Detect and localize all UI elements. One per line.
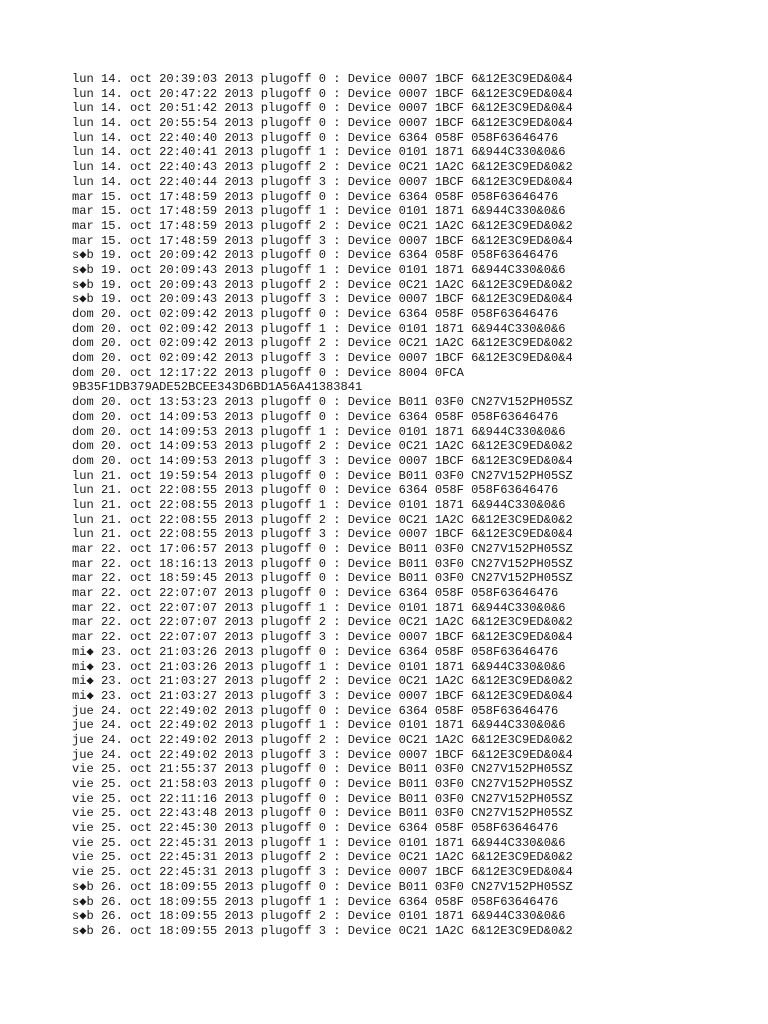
log-line: lun 14. oct 22:40:41 2013 plugoff 1 : Device 0101 1871 6&944C330&0&6: [72, 145, 566, 160]
log-line: dom 20. oct 14:09:53 2013 plugoff 3 : Device 0007 1BCF 6&12E3C9ED&0&4: [72, 453, 573, 468]
log-text-block: [72, 72, 573, 939]
log-line: s◆b 19. oct 20:09:43 2013 plugoff 3 : Device 0007 1BCF 6&12E3C9ED&0&4: [72, 292, 573, 307]
log-line: s◆b 26. oct 18:09:55 2013 plugoff 3 : Device 0C21 1A2C 6&12E3C9ED&0&2: [72, 923, 573, 938]
log-line: lun 14. oct 20:47:22 2013 plugoff 0 : Device 0007 1BCF 6&12E3C9ED&0&4: [72, 86, 573, 101]
log-line: s◆b 26. oct 18:09:55 2013 plugoff 1 : Device 6364 058F 058F63646476: [72, 894, 559, 909]
log-line: lun 21. oct 22:08:55 2013 plugoff 3 : Device 0007 1BCF 6&12E3C9ED&0&4: [72, 527, 573, 542]
log-line: dom 20. oct 14:09:53 2013 plugoff 2 : Device 0C21 1A2C 6&12E3C9ED&0&2: [72, 439, 573, 454]
log-line: mar 15. oct 17:48:59 2013 plugoff 1 : Device 0101 1871 6&944C330&0&6: [72, 204, 566, 219]
log-line: lun 21. oct 22:08:55 2013 plugoff 0 : Device 6364 058F 058F63646476: [72, 483, 559, 498]
log-line: dom 20. oct 02:09:42 2013 plugoff 3 : Device 0007 1BCF 6&12E3C9ED&0&4: [72, 351, 573, 366]
log-line: vie 25. oct 22:11:16 2013 plugoff 0 : Device B011 03F0 CN27V152PH05SZ: [72, 791, 573, 806]
log-line: s◆b 26. oct 18:09:55 2013 plugoff 0 : Device B011 03F0 CN27V152PH05SZ: [72, 879, 573, 894]
log-line: vie 25. oct 22:45:31 2013 plugoff 3 : Device 0007 1BCF 6&12E3C9ED&0&4: [72, 865, 573, 880]
log-line: lun 14. oct 22:40:40 2013 plugoff 0 : Device 6364 058F 058F63646476: [72, 130, 559, 145]
log-line: dom 20. oct 02:09:42 2013 plugoff 0 : Device 6364 058F 058F63646476: [72, 307, 559, 321]
log-line: mar 15. oct 17:48:59 2013 plugoff 0 : Device 6364 058F 058F63646476: [72, 189, 559, 204]
log-line: vie 25. oct 21:58:03 2013 plugoff 0 : Device B011 03F0 CN27V152PH05SZ: [72, 777, 573, 791]
log-line: lun 14. oct 22:40:44 2013 plugoff 3 : Device 0007 1BCF 6&12E3C9ED&0&4: [72, 174, 573, 189]
log-line: mi◆ 23. oct 21:03:27 2013 plugoff 2 : Device 0C21 1A2C 6&12E3C9ED&0&2: [72, 674, 573, 689]
log-line: lun 14. oct 20:51:42 2013 plugoff 0 : Device 0007 1BCF 6&12E3C9ED&0&4: [72, 101, 573, 116]
log-line: mar 22. oct 18:59:45 2013 plugoff 0 : Device B011 03F0 CN27V152PH05SZ: [72, 571, 573, 586]
log-line: dom 20. oct 13:53:23 2013 plugoff 0 : Device B011 03F0 CN27V152PH05SZ: [72, 395, 573, 410]
log-line: mar 22. oct 22:07:07 2013 plugoff 2 : Device 0C21 1A2C 6&12E3C9ED&0&2: [72, 615, 573, 630]
log-line: lun 14. oct 20:55:54 2013 plugoff 0 : Device 0007 1BCF 6&12E3C9ED&0&4: [72, 116, 573, 131]
log-line: vie 25. oct 22:45:30 2013 plugoff 0 : Device 6364 058F 058F63646476: [72, 821, 559, 836]
log-line: mi◆ 23. oct 21:03:26 2013 plugoff 1 : Device 0101 1871 6&944C330&0&6: [72, 659, 566, 674]
log-line: lun 14. oct 22:40:43 2013 plugoff 2 : Device 0C21 1A2C 6&12E3C9ED&0&2: [72, 160, 573, 175]
log-line: mar 22. oct 22:07:07 2013 plugoff 0 : Device 6364 058F 058F63646476: [72, 586, 559, 601]
log-line: jue 24. oct 22:49:02 2013 plugoff 2 : Device 0C21 1A2C 6&12E3C9ED&0&2: [72, 732, 573, 747]
log-line: s◆b 19. oct 20:09:43 2013 plugoff 2 : Device 0C21 1A2C 6&12E3C9ED&0&2: [72, 277, 573, 292]
log-line: dom 20. oct 02:09:42 2013 plugoff 2 : Device 0C21 1A2C 6&12E3C9ED&0&2: [72, 336, 573, 351]
log-line: mar 22. oct 22:07:07 2013 plugoff 3 : Device 0007 1BCF 6&12E3C9ED&0&4: [72, 630, 573, 645]
log-line: jue 24. oct 22:49:02 2013 plugoff 3 : Device 0007 1BCF 6&12E3C9ED&0&4: [72, 747, 573, 762]
log-line: lun 21. oct 19:59:54 2013 plugoff 0 : Device B011 03F0 CN27V152PH05SZ: [72, 468, 573, 483]
log-line: lun 21. oct 22:08:55 2013 plugoff 2 : Device 0C21 1A2C 6&12E3C9ED&0&2: [72, 512, 573, 527]
log-line: s◆b 26. oct 18:09:55 2013 plugoff 2 : Device 0101 1871 6&944C330&0&6: [72, 909, 566, 924]
log-line: vie 25. oct 22:45:31 2013 plugoff 2 : Device 0C21 1A2C 6&12E3C9ED&0&2: [72, 850, 573, 865]
log-line: mi◆ 23. oct 21:03:27 2013 plugoff 3 : Device 0007 1BCF 6&12E3C9ED&0&4: [72, 688, 573, 703]
log-line: dom 20. oct 02:09:42 2013 plugoff 1 : Device 0101 1871 6&944C330&0&6: [72, 321, 566, 336]
log-line: mar 15. oct 17:48:59 2013 plugoff 2 : Device 0C21 1A2C 6&12E3C9ED&0&2: [72, 218, 573, 233]
log-line: s◆b 19. oct 20:09:43 2013 plugoff 1 : Device 0101 1871 6&944C330&0&6: [72, 262, 566, 277]
log-line: lun 21. oct 22:08:55 2013 plugoff 1 : Device 0101 1871 6&944C330&0&6: [72, 497, 566, 512]
log-line: dom 20. oct 14:09:53 2013 plugoff 1 : Device 0101 1871 6&944C330&0&6: [72, 424, 566, 439]
log-line: mar 22. oct 18:16:13 2013 plugoff 0 : Device B011 03F0 CN27V152PH05SZ: [72, 556, 573, 571]
log-line: jue 24. oct 22:49:02 2013 plugoff 1 : Device 0101 1871 6&944C330&0&6: [72, 718, 566, 733]
log-line: vie 25. oct 22:45:31 2013 plugoff 1 : Device 0101 1871 6&944C330&0&6: [72, 835, 566, 850]
log-line: dom 20. oct 14:09:53 2013 plugoff 0 : Device 6364 058F 058F63646476: [72, 409, 559, 424]
log-line: mar 15. oct 17:48:59 2013 plugoff 3 : Device 0007 1BCF 6&12E3C9ED&0&4: [72, 233, 573, 248]
log-line: jue 24. oct 22:49:02 2013 plugoff 0 : Device 6364 058F 058F63646476: [72, 703, 559, 718]
log-line: lun 14. oct 20:39:03 2013 plugoff 0 : Device 0007 1BCF 6&12E3C9ED&0&4: [72, 72, 573, 86]
log-line: vie 25. oct 22:43:48 2013 plugoff 0 : Device B011 03F0 CN27V152PH05SZ: [72, 806, 573, 821]
log-line: dom 20. oct 12:17:22 2013 plugoff 0 : Device 8004 0FCA: [72, 365, 464, 380]
log-line: vie 25. oct 21:55:37 2013 plugoff 0 : Device B011 03F0 CN27V152PH05SZ: [72, 762, 573, 777]
log-line: s◆b 19. oct 20:09:42 2013 plugoff 0 : Device 6364 058F 058F63646476: [72, 248, 559, 263]
log-line: mar 22. oct 17:06:57 2013 plugoff 0 : Device B011 03F0 CN27V152PH05SZ: [72, 542, 573, 556]
log-line: mi◆ 23. oct 21:03:26 2013 plugoff 0 : Device 6364 058F 058F63646476: [72, 644, 559, 659]
log-line: mar 22. oct 22:07:07 2013 plugoff 1 : Device 0101 1871 6&944C330&0&6: [72, 600, 566, 615]
log-line: 9B35F1DB379ADE52BCEE343D6BD1A56A41383841: [72, 380, 363, 395]
